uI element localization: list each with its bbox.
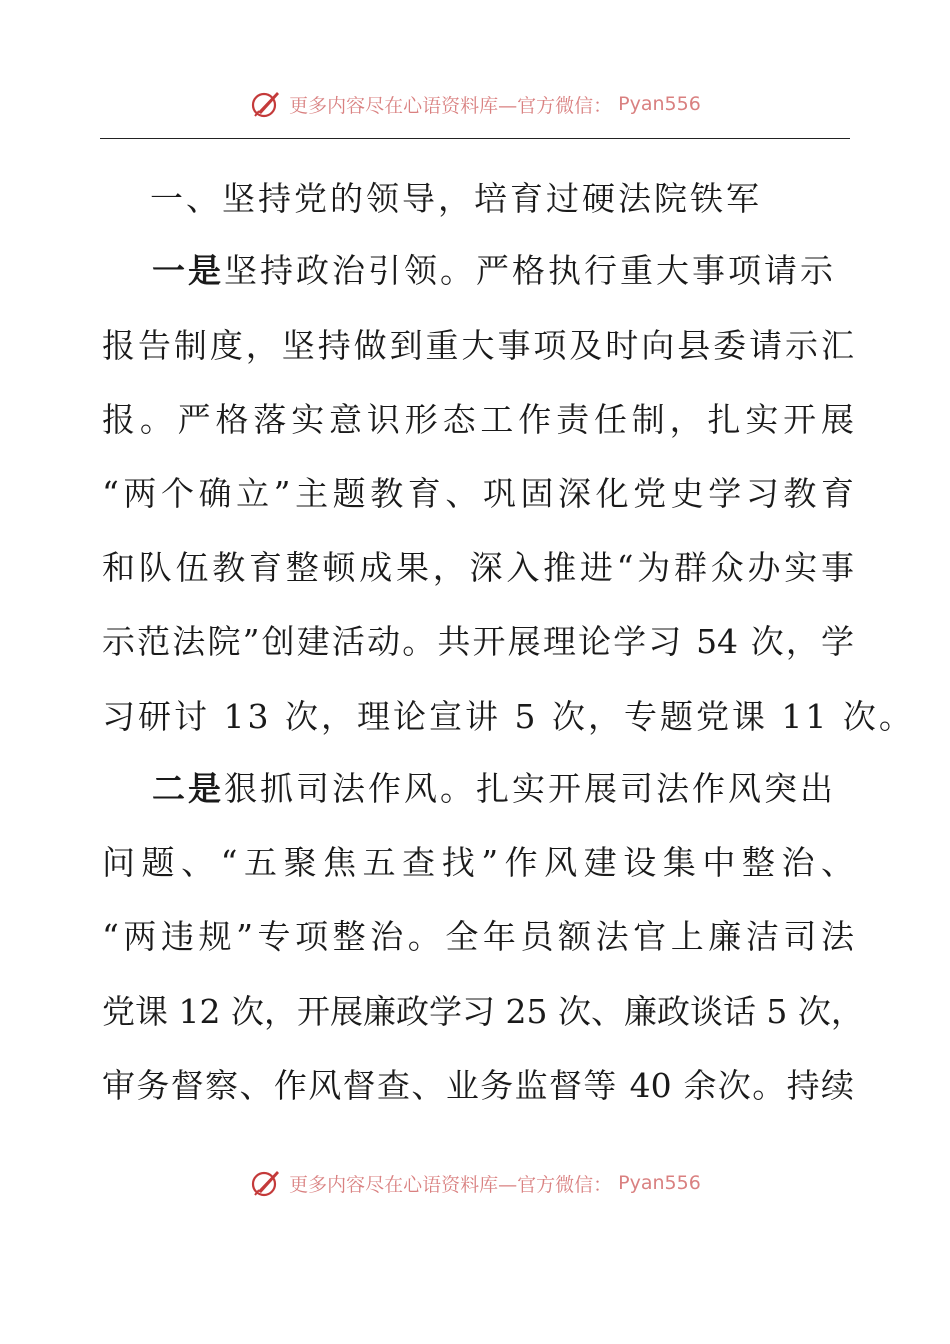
section-heading: 一、坚持党的领导，培育过硬法院铁军 [150,179,762,218]
paragraph-1-line-7: 习研讨 13 次，理论宣讲 5 次，专题党课 11 次。 [102,697,915,736]
paragraph-1-line-4: “两个确立”主题教育、巩固深化党史学习教育 [102,474,854,513]
paragraph-1-line-2: 报告制度，坚持做到重大事项及时向县委请示汇 [102,326,854,365]
quill-logo-icon [249,1166,283,1200]
paragraph-2-line-4: 党课 12 次，开展廉政学习 25 次、廉政谈话 5 次， [102,992,864,1031]
paragraph-2-line-2: 问题、“五聚焦五查找”作风建设集中整治、 [102,843,854,882]
quill-logo-icon [249,87,283,121]
paragraph-2-line-1 [152,764,854,814]
paragraph-1-line-6: 示范法院”创建活动。共开展理论学习 54 次，学 [102,622,854,661]
header-divider [100,138,850,139]
footer-watermark [0,1163,950,1203]
paragraph-1-line-1 [152,246,854,296]
watermark-wechat-id: Pyan556 [618,93,701,115]
header-watermark [0,84,950,124]
paragraph-1-lead: 一是 [152,251,224,290]
watermark-wechat-id: Pyan556 [618,1172,701,1194]
paragraph-1-line-5: 和队伍教育整顿成果，深入推进“为群众办实事 [102,548,854,587]
paragraph-2-line-1-text: 狠抓司法作风。扎实开展司法作风突出 [224,769,836,808]
watermark-site-text: 更多内容尽在心语资料库—官方微信： [289,1173,613,1196]
paragraph-1-line-3: 报。严格落实意识形态工作责任制，扎实开展 [102,400,854,439]
paragraph-2-lead: 二是 [152,769,224,808]
paragraph-2-line-5: 审务督察、作风督查、业务监督等 40 余次。持续 [102,1066,854,1105]
watermark-site-text: 更多内容尽在心语资料库—官方微信： [289,94,613,117]
paragraph-2-line-3: “两违规”专项整治。全年员额法官上廉洁司法 [102,917,854,956]
paragraph-1-line-1-text: 坚持政治引领。严格执行重大事项请示 [224,251,836,290]
